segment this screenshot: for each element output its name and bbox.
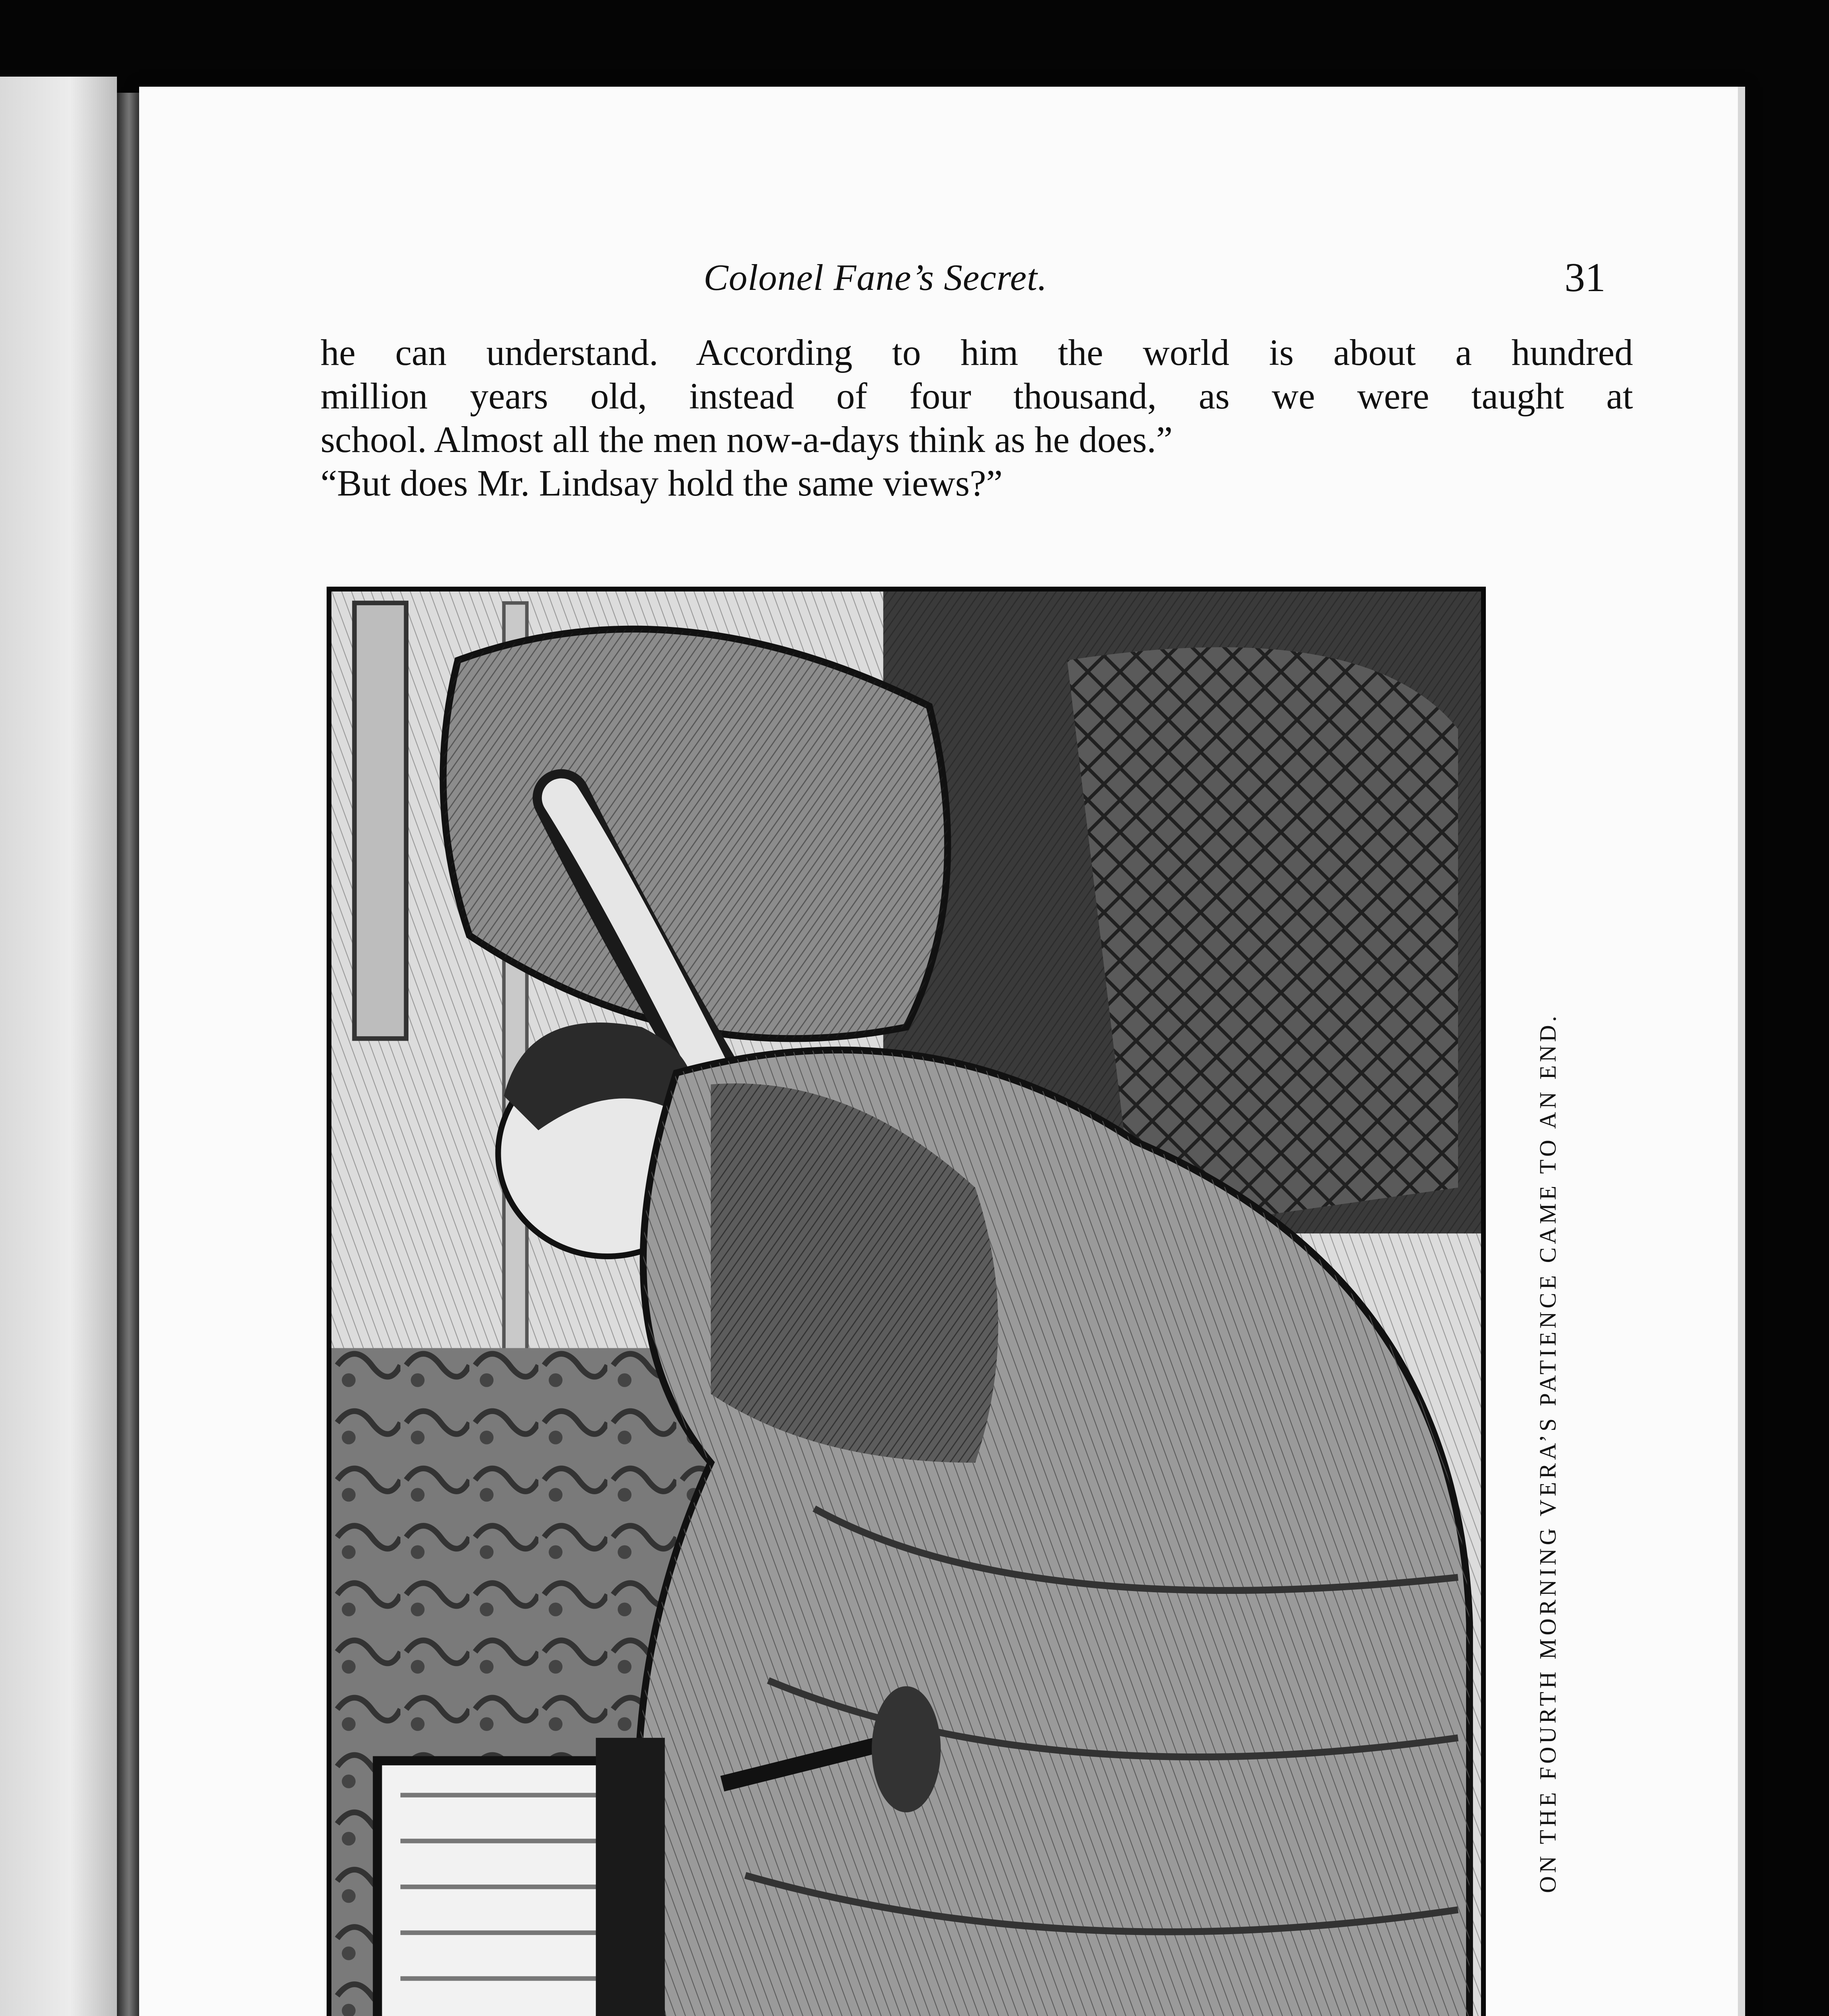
text-line: he can understand. According to him the world is about a hundred <box>321 332 1633 373</box>
running-head: Colonel Fane’s Secret. <box>704 257 1048 298</box>
top-text-block <box>321 331 1633 505</box>
engraving-illustration <box>327 587 1486 2016</box>
book-page <box>139 87 1745 2016</box>
text-line: school. Almost all the men now-a-days think as he does.” <box>321 419 1173 460</box>
book-spine <box>117 93 141 2016</box>
left-page-edge <box>0 77 117 2016</box>
text-line: “But does Mr. Lindsay hold the same views?” <box>321 462 1003 504</box>
page-number: 31 <box>1564 255 1606 300</box>
illustration-caption: ON THE FOURTH MORNING VERA’S PATIENCE CAME TO AN END. <box>1535 1012 1561 1893</box>
engraving-drawing <box>331 591 1481 2016</box>
text-line: million years old, instead of four thousand, as we were taught at <box>321 375 1633 417</box>
